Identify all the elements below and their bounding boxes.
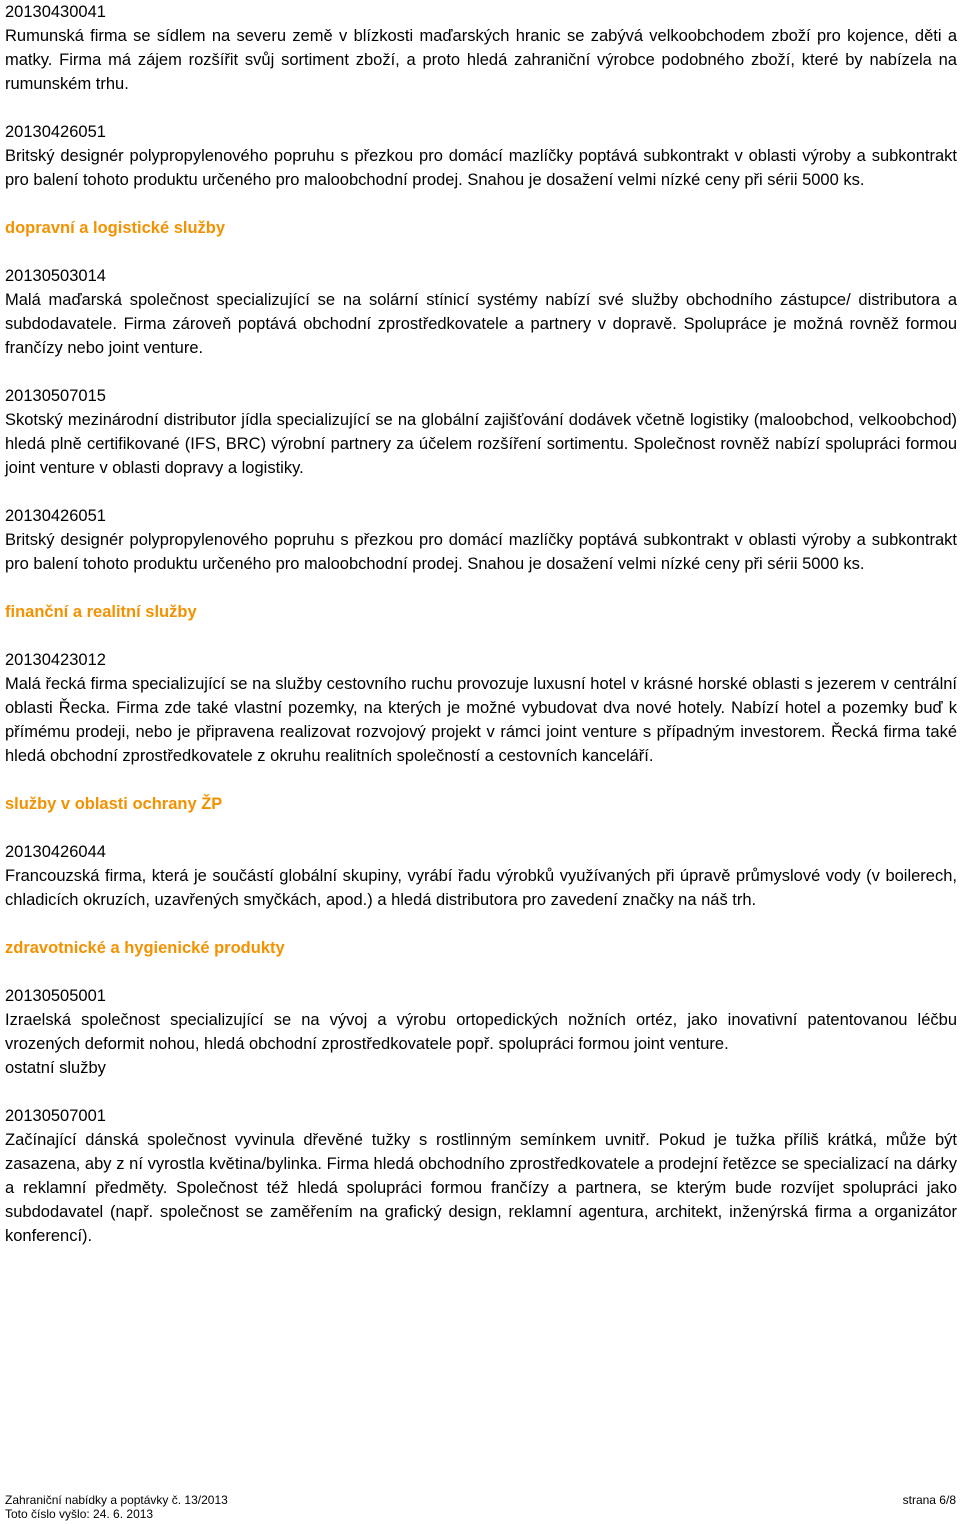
offer-id: 20130423012 [5,651,106,669]
offer-text: Skotský mezinárodní distributor jídla specializující se na globální zajišťování dodávek včetně logistiky (maloobchod, velkoobchod) hledá plně certifikované (IFS, BRC) výrobní partnery za účelem rozšíření sortimentu. Společnost rovněž nabízí spolupráci formou joint venture v oblasti dopravy a logistiky. [5,411,957,477]
page-footer [5,1493,956,1521]
section-heading-environment: služby v oblasti ochrany ŽP [5,795,223,813]
offer-id: 20130430041 [5,3,106,21]
offer-entry [5,264,957,360]
offer-text: Francouzská firma, která je součástí globální skupiny, vyrábí řadu výrobků využívaných při úpravě průmyslové vody (v boilerech, chladicích okruzích, uzavřených smyčkách, apod.) a hledá distributora pro zavedení značky na náš trh. [5,867,957,909]
offer-text: Izraelská společnost specializující se na vývoj a výrobu ortopedických nožních ortéz, jako inovativní patentovanou léčbu vrozených deformit nohou, hledá obchodní zprostředkovatele popř. spolupráci formou joint venture. [5,1011,957,1053]
offer-entry [5,840,957,912]
offer-text: Začínající dánská společnost vyvinula dřevěné tužky s rostlinným semínkem uvnitř. Pokud je tužka příliš krátká, může být zasazena, aby z ní vyrostla květina/bylinka. Firma hledá obchodního zprostředkovatele a prodejní řetězce se specializací na dárky a reklamní předměty. Společnost též hledá spolupráci formou frančízy a partnera, se kterým bude rozvíjet spolupráci jako subdodavatel (např. společnost se zaměřením na grafický design, reklamní agentura, architekt, inženýrská firma a organizátor konferencí). [5,1131,957,1245]
offer-id: 20130426051 [5,123,106,141]
document-body [5,0,957,1248]
section-heading-other: ostatní služby [5,1059,106,1077]
offer-entry [5,504,957,576]
section-heading-finance: finanční a realitní služby [5,603,197,621]
offer-text: Malá řecká firma specializující se na služby cestovního ruchu provozuje luxusní hotel v krásné horské oblasti s jezerem v centrální oblasti Řecka. Firma zde také vlastní pozemky, na kterých je možné vybudovat dva nové hotely. Nabízí hotel a pozemky buď k přímému prodeji, nebo je připravena realizovat rozvojový projekt v rámci joint venture s případným investorem. Řecká firma také hledá obchodní zprostředkovatele z okruhu realitních společností a cestovních kanceláří. [5,675,957,765]
offer-text: Malá maďarská společnost specializující se na solární stínicí systémy nabízí své služby obchodního zástupce/ distributora a subdodavatele. Firma zároveň poptává obchodní zprostředkovatele a partnery v dopravě. Spolupráce je možná rovněž formou frančízy nebo joint venture. [5,291,957,357]
offer-id: 20130505001 [5,987,106,1005]
offer-id: 20130507001 [5,1107,106,1125]
footer-page-number: strana 6/8 [902,1493,956,1507]
offer-entry [5,1104,957,1248]
offer-id: 20130503014 [5,267,106,285]
section-heading-transport: dopravní a logistické služby [5,219,226,237]
footer-publication: Zahraniční nabídky a poptávky č. 13/2013 [5,1493,228,1507]
offer-id: 20130507015 [5,387,106,405]
offer-entry [5,984,957,1056]
offer-entry [5,648,957,768]
section-heading-health: zdravotnické a hygienické produkty [5,939,285,957]
offer-id: 20130426051 [5,507,106,525]
offer-text: Britský designér polypropylenového popruhu s přezkou pro domácí mazlíčky poptává subkontrakt v oblasti výroby a subkontrakt pro balení tohoto produktu určeného pro maloobchodní prodej. Snahou je dosažení velmi nízké ceny při sérii 5000 ks. [5,147,957,189]
offer-entry [5,0,957,96]
offer-text: Rumunská firma se sídlem na severu země v blízkosti maďarských hranic se zabývá velkoobchodem zboží pro kojence, děti a matky. Firma má zájem rozšířit svůj sortiment zboží, a proto hledá zahraniční výrobce podobného zboží, které by nabízela na rumunském trhu. [5,27,957,93]
offer-entry [5,120,957,192]
offer-id: 20130426044 [5,843,106,861]
offer-entry [5,384,957,480]
footer-issue-date: Toto číslo vyšlo: 24. 6. 2013 [5,1507,154,1521]
offer-text: Britský designér polypropylenového popruhu s přezkou pro domácí mazlíčky poptává subkontrakt v oblasti výroby a subkontrakt pro balení tohoto produktu určeného pro maloobchodní prodej. Snahou je dosažení velmi nízké ceny při sérii 5000 ks. [5,531,957,573]
